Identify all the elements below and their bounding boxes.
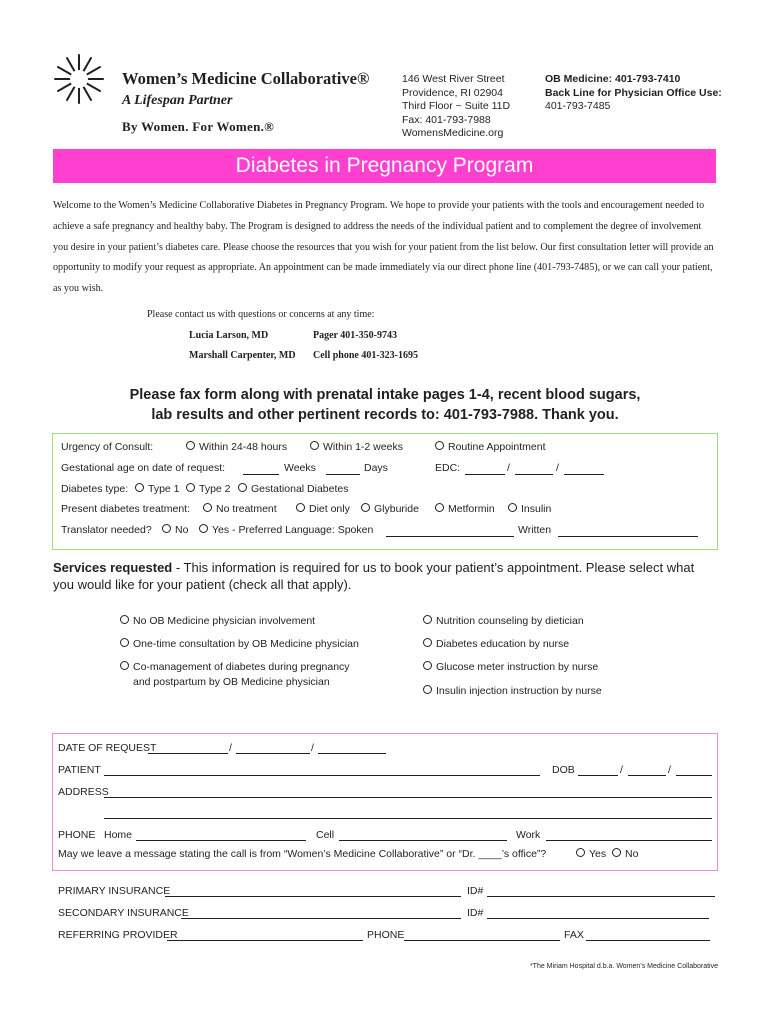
cell-label: Cell [316, 829, 335, 841]
provider-fax-label: FAX [564, 929, 584, 941]
diabetes-type-option[interactable]: Type 2 [186, 483, 231, 495]
treatment-label: Present diabetes treatment: [61, 503, 190, 515]
radio-icon[interactable] [186, 483, 195, 492]
service-option[interactable]: Diabetes education by nurse [423, 638, 569, 650]
checkbox-icon[interactable] [423, 685, 432, 694]
written-language-field[interactable] [558, 536, 698, 537]
services-heading: Services requested - This information is required for us to book your patient’s appointment. Please select what you would like for your patient (check all that apply). [53, 560, 695, 592]
service-option[interactable]: Co-management of diabetes during pregnancy [120, 661, 350, 673]
radio-icon[interactable] [508, 503, 517, 512]
address-field-line2[interactable] [104, 818, 712, 819]
dob-label: DOB [552, 764, 575, 776]
checkbox-icon[interactable] [120, 638, 129, 647]
address-block: 146 West River Street Providence, RI 02904 Third Floor ~ Suite 11D Fax: 401-793-7988 WomensMedicine.org [402, 73, 511, 139]
contact-phone: Pager 401-350-9743 [313, 330, 397, 341]
contact-name: Marshall Carpenter, MD [189, 350, 296, 361]
radio-icon[interactable] [296, 503, 305, 512]
secondary-insurance-field[interactable] [181, 918, 461, 919]
radio-icon[interactable] [186, 441, 195, 450]
days-label: Days [364, 462, 388, 474]
request-year-field[interactable] [318, 753, 386, 754]
home-label: Home [104, 829, 133, 841]
phone-label: PHONE [58, 829, 96, 841]
edc-month-field[interactable] [465, 474, 505, 475]
radio-icon[interactable] [199, 524, 208, 533]
urgency-option[interactable]: Within 24-48 hours [186, 441, 287, 453]
radio-icon[interactable] [435, 503, 444, 512]
radio-icon[interactable] [135, 483, 144, 492]
dob-year-field[interactable] [676, 775, 712, 776]
weeks-field[interactable] [243, 474, 279, 475]
address-label: ADDRESS [58, 786, 109, 798]
date-separator: / [311, 742, 314, 754]
request-month-field[interactable] [148, 753, 228, 754]
urgency-label: Urgency of Consult: [61, 441, 154, 453]
page-title: Diabetes in Pregnancy Program [53, 149, 716, 183]
ob-medicine-contact: OB Medicine: 401-793-7410 Back Line for Physician Office Use: 401-793-7485 [545, 73, 722, 112]
date-separator: / [507, 462, 510, 474]
treatment-option[interactable]: Glyburide [361, 503, 419, 515]
address-field[interactable] [104, 797, 712, 798]
checkbox-icon[interactable] [423, 615, 432, 624]
edc-day-field[interactable] [515, 474, 553, 475]
radio-icon[interactable] [203, 503, 212, 512]
checkbox-icon[interactable] [120, 661, 129, 670]
referring-provider-label: REFERRING PROVIDER [58, 929, 178, 941]
contact-name: Lucia Larson, MD [189, 330, 269, 341]
date-separator: / [620, 764, 623, 776]
provider-phone-label: PHONE [367, 929, 405, 941]
message-no-option[interactable]: No [612, 848, 638, 860]
partner-text: A Lifespan Partner [122, 93, 233, 108]
urgency-option[interactable]: Routine Appointment [435, 441, 545, 453]
dob-month-field[interactable] [578, 775, 618, 776]
service-option[interactable]: Glucose meter instruction by nurse [423, 661, 598, 673]
written-label: Written [518, 524, 552, 536]
logo-icon [52, 52, 106, 106]
patient-label: PATIENT [58, 764, 101, 776]
secondary-insurance-label: SECONDARY INSURANCE [58, 907, 189, 919]
org-name: Women’s Medicine Collaborative® [122, 69, 370, 88]
service-option-cont: and postpartum by OB Medicine physician [133, 676, 330, 688]
cell-phone-field[interactable] [339, 840, 507, 841]
checkbox-icon[interactable] [120, 615, 129, 624]
request-day-field[interactable] [236, 753, 310, 754]
diabetes-type-option[interactable]: Gestational Diabetes [238, 483, 348, 495]
provider-phone-field[interactable] [404, 940, 560, 941]
radio-icon[interactable] [576, 848, 585, 857]
work-label: Work [516, 829, 541, 841]
date-separator: / [668, 764, 671, 776]
diabetes-type-label: Diabetes type: [61, 483, 129, 495]
fax-instructions: Please fax form along with prenatal intake pages 1-4, recent blood sugars, lab results and other pertinent records to: 401-793-7988. Thank you. [129, 387, 641, 423]
home-phone-field[interactable] [136, 840, 306, 841]
gestational-label: Gestational age on date of request: [61, 462, 226, 474]
weeks-label: Weeks [284, 462, 316, 474]
tagline: By Women. For Women.® [122, 119, 275, 134]
contact-phone: Cell phone 401-323-1695 [313, 350, 418, 361]
treatment-option[interactable]: Diet only [296, 503, 350, 515]
referring-provider-field[interactable] [167, 940, 363, 941]
treatment-option[interactable]: No treatment [203, 503, 277, 515]
edc-year-field[interactable] [564, 474, 604, 475]
primary-id-label: ID# [467, 885, 484, 897]
work-phone-field[interactable] [546, 840, 712, 841]
footer-note: *The Miriam Hospital d.b.a. Women’s Medicine Collaborative [529, 963, 718, 970]
primary-insurance-label: PRIMARY INSURANCE [58, 885, 171, 897]
date-separator: / [229, 742, 232, 754]
secondary-id-field[interactable] [487, 918, 709, 919]
diabetes-type-option[interactable]: Type 1 [135, 483, 180, 495]
date-separator: / [556, 462, 559, 474]
primary-insurance-field[interactable] [165, 896, 461, 897]
intro-paragraph: Welcome to the Women’s Medicine Collaborative Diabetes in Pregnancy Program. We hope to provide your patients with the tools and encouragement needed to achieve a safe pregnancy and healthy baby. The Program is designed to address the needs of the individual patient and to complement the degree of involvement you desire in your patient’s diabetes care. Please choose the resources that you wish for your patient from the list below. Our first consultation letter will provide an opportunity to modify your request as appropriate. An appointment can be made immediately via our direct phone line (401-793-7485), or we can call your patient, as you wish. [53, 200, 714, 295]
service-option[interactable]: One-time consultation by OB Medicine physician [120, 638, 359, 650]
dob-day-field[interactable] [628, 775, 666, 776]
days-field[interactable] [326, 474, 360, 475]
spoken-language-field[interactable] [386, 536, 514, 537]
checkbox-icon[interactable] [423, 661, 432, 670]
patient-name-field[interactable] [104, 775, 540, 776]
provider-fax-field[interactable] [586, 940, 710, 941]
message-yes-option[interactable]: Yes [576, 848, 606, 860]
service-option[interactable]: Insulin injection instruction by nurse [423, 685, 602, 697]
message-question: May we leave a message stating the call is from “Women’s Medicine Collaborative” or “Dr. ____’s office”? [58, 848, 547, 860]
service-option[interactable]: No OB Medicine physician involvement [120, 615, 315, 627]
radio-icon[interactable] [435, 441, 444, 450]
radio-icon[interactable] [361, 503, 370, 512]
radio-icon[interactable] [310, 441, 319, 450]
primary-id-field[interactable] [487, 896, 715, 897]
edc-label: EDC: [435, 462, 461, 474]
contact-intro: Please contact us with questions or concerns at any time: [147, 309, 375, 320]
translator-label: Translator needed? [61, 524, 152, 536]
treatment-option[interactable]: Metformin [435, 503, 495, 515]
secondary-id-label: ID# [467, 907, 484, 919]
radio-icon[interactable] [612, 848, 621, 857]
service-option[interactable]: Nutrition counseling by dietician [423, 615, 584, 627]
radio-icon[interactable] [238, 483, 247, 492]
checkbox-icon[interactable] [423, 638, 432, 647]
urgency-option[interactable]: Within 1-2 weeks [310, 441, 403, 453]
radio-icon[interactable] [162, 524, 171, 533]
date-of-request-label: DATE OF REQUEST [58, 742, 157, 754]
translator-no-option[interactable]: No [162, 524, 188, 536]
treatment-option[interactable]: Insulin [508, 503, 551, 515]
translator-yes-option[interactable]: Yes - Preferred Language: Spoken [199, 524, 373, 536]
